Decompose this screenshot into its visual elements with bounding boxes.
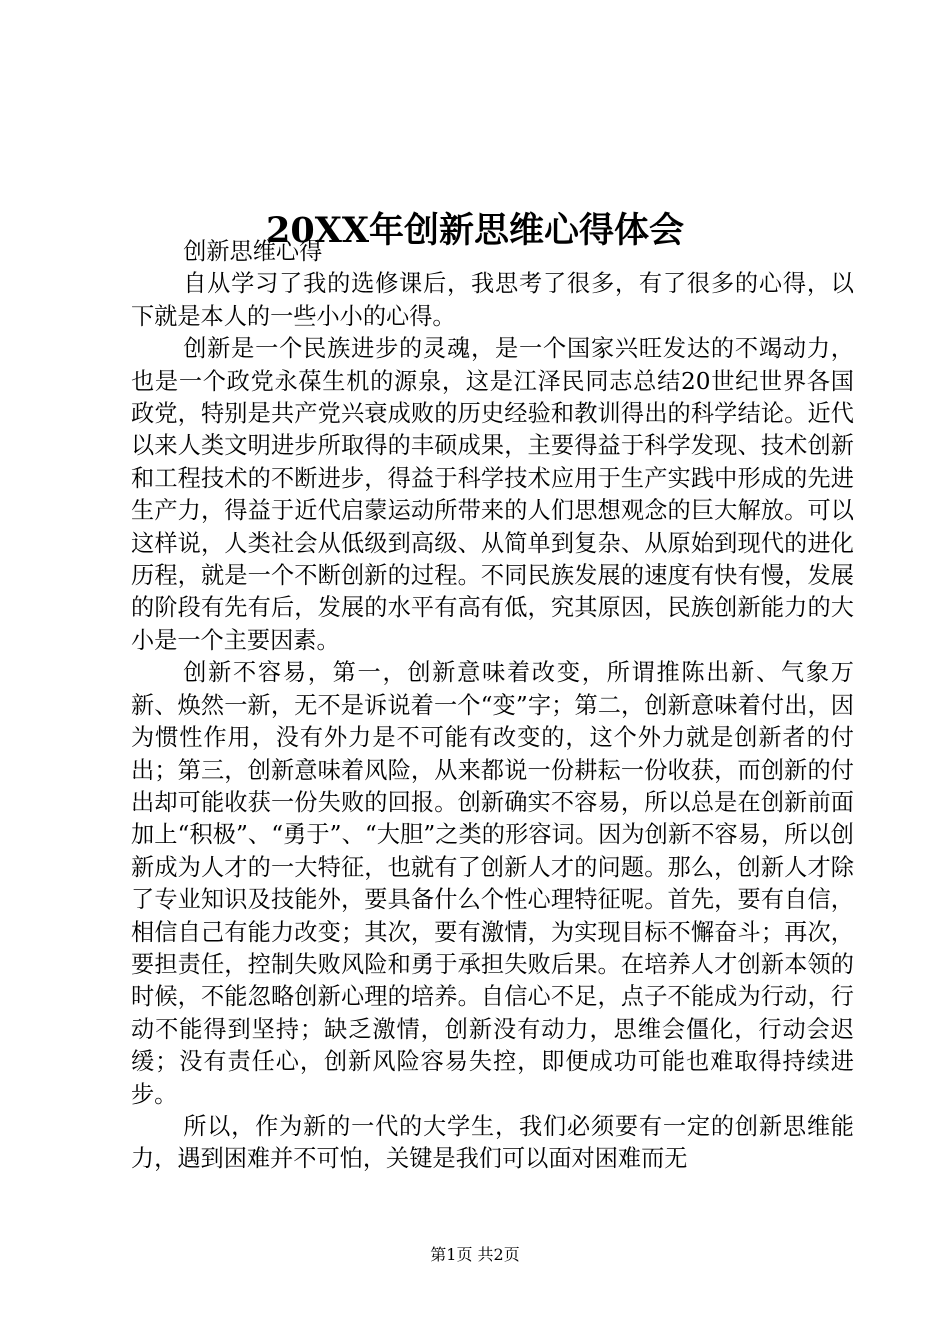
paragraph-innovation-soul: 创新是一个民族进步的灵魂，是一个国家兴旺发达的不竭动力，也是一个政党永葆生机的源泉，这是江泽民同志总结20世纪世界各国政党，特别是共产党兴衰成败的历史经验和教训得出的科学结论。近代以来人类文明进步所取得的丰硕成果，主要得益于科学发现、技术创新和工程技术的不断进步，得益于科学技术应用于生产实践中形成的先进生产力，得益于近代启蒙运动所带来的人们思想观念的巨大解放。可以这样说，人类社会从低级到高级、从简单到复杂、从原始到现代的进化历程，就是一个不断创新的过程。不同民族发展的速度有快有慢，发展的阶段有先有后，发展的水平有高有低，究其原因，民族创新能力的大小是一个主要因素。: [131, 335, 854, 654]
paragraph-heading: 创新思维心得: [183, 238, 323, 265]
document-title: 20XX年创新思维心得体会: [265, 210, 685, 252]
paragraph-innovation-difficulty: 创新不容易，第一，创新意味着改变，所谓推陈出新、气象万新、焕然一新，无不是诉说着一个“变”字；第二，创新意味着付出，因为惯性作用，没有外力是不可能有改变的，这个外力就是创新者的付出；第三，创新意味着风险，从来都说一份耕耘一份收获，而创新的付出却可能收获一份失败的回报。创新确实不容易，所以总是在创新前面加上“积极”、“勇于”、“大胆”之类的形容词。因为创新不容易，所以创新成为人才的一大特征，也就有了创新人才的问题。那么，创新人才除了专业知识及技能外，要具备什么个性心理特征呢。首先，要有自信，相信自己有能力改变；其次，要有激情，为实现目标不懈奋斗；再次，要担责任，控制失败风险和勇于承担失败后果。在培养人才创新本领的时候，不能忽略创新心理的培养。自信心不足，点子不能成为行动，行动不能得到坚持；缺乏激情，创新没有动力，思维会僵化，行动会迟缓；没有责任心，创新风险容易失控，即便成功可能也难取得持续进步。: [131, 659, 854, 1108]
paragraph-intro: 自从学习了我的选修课后，我思考了很多，有了很多的心得，以下就是本人的一些小小的心得。: [131, 270, 854, 330]
page-footer: 第1页 共2页: [430, 1245, 520, 1264]
document-body: [131, 236, 854, 1176]
paragraph-conclusion: 所以，作为新的一代的大学生，我们必须要有一定的创新思维能力，遇到困难并不可怕，关键是我们可以面对困难而无: [131, 1112, 854, 1173]
